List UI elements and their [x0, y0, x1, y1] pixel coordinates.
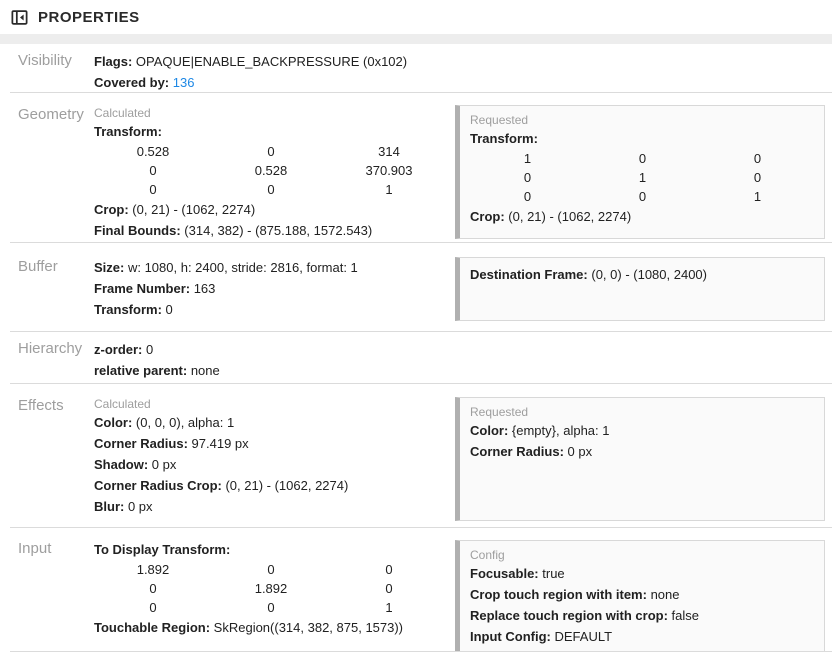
property-value: none	[650, 587, 680, 602]
property-value: (0, 21) - (1062, 2274)	[132, 202, 256, 217]
property-key: Covered by:	[94, 75, 170, 90]
input-config-box	[455, 540, 825, 652]
section-label-geometry: Geometry	[18, 106, 84, 123]
geometry-right	[455, 93, 832, 243]
property-value: OPAQUE|ENABLE_BACKPRESSURE (0x102)	[135, 54, 408, 69]
matrix-cell: 0.528	[254, 163, 288, 178]
property-corner-radius	[470, 441, 814, 462]
effects-calculated	[94, 384, 455, 528]
matrix-cell: 0	[753, 151, 762, 166]
property-key: Color:	[94, 415, 133, 430]
property-key: Color:	[470, 423, 509, 438]
effects-right	[455, 384, 832, 528]
property-value: 0 px	[151, 457, 177, 472]
property-value: none	[190, 363, 220, 378]
input-right	[455, 528, 832, 652]
property-value: SkRegion((314, 382, 875, 1573))	[213, 620, 404, 635]
property-key: Replace touch region with crop:	[470, 608, 668, 623]
matrix-cell: 0	[149, 182, 157, 197]
geometry-requested-box	[455, 105, 825, 239]
property-color	[94, 412, 455, 433]
property-destination-frame	[470, 264, 814, 285]
property-value: (0, 0, 0), alpha: 1	[135, 415, 235, 430]
hierarchy-content	[94, 332, 455, 384]
collapse-panel-icon[interactable]	[10, 8, 29, 27]
property-z-order	[94, 339, 455, 360]
matrix-cell: 1.892	[254, 581, 288, 596]
property-key: z-order:	[94, 342, 143, 357]
property-key: Transform:	[94, 302, 162, 317]
section-hierarchy	[0, 332, 832, 384]
matrix-cell: 0	[385, 562, 393, 577]
matrix-cell: 0	[267, 600, 275, 615]
buffer-content	[94, 243, 455, 332]
input-content	[94, 528, 455, 652]
property-key: Touchable Region:	[94, 620, 211, 635]
property-key: Crop:	[470, 209, 505, 224]
matrix-cell: 314	[378, 144, 400, 159]
group-label-calculated: Calculated	[94, 397, 151, 411]
to-display-transform-label: To Display Transform:	[94, 542, 231, 557]
geometry-calculated	[94, 93, 455, 243]
matrix-cell: 0	[267, 182, 275, 197]
section-label-hierarchy: Hierarchy	[18, 340, 83, 357]
property-key: Destination Frame:	[470, 267, 588, 282]
group-label-requested: Requested	[470, 113, 529, 127]
property-key: Corner Radius:	[94, 436, 188, 451]
visibility-right	[455, 44, 832, 93]
property-focusable	[470, 563, 814, 584]
group-label-requested: Requested	[470, 405, 529, 419]
property-final-bounds	[94, 220, 455, 241]
header-band	[0, 34, 832, 44]
group-label-config: Config	[470, 548, 505, 562]
property-value: (0, 0) - (1080, 2400)	[591, 267, 707, 282]
matrix-cell: 1.892	[136, 562, 170, 577]
property-corner-radius-crop	[94, 475, 455, 496]
property-value: w: 1080, h: 2400, stride: 2816, format: 1	[127, 260, 358, 275]
property-key: Shadow:	[94, 457, 149, 472]
property-key: Size:	[94, 260, 125, 275]
property-value: (314, 382) - (875.188, 1572.543)	[184, 223, 373, 238]
matrix-cell: 1	[385, 600, 393, 615]
transform-label: Transform:	[94, 124, 162, 139]
section-label-input: Input	[18, 540, 52, 557]
transform-matrix	[94, 142, 455, 199]
property-flags	[94, 51, 455, 72]
matrix-cell: 0	[385, 581, 393, 596]
matrix-cell: 0	[149, 581, 157, 596]
buffer-right	[455, 243, 832, 332]
properties-header	[0, 0, 832, 34]
section-label-effects: Effects	[18, 397, 64, 414]
covered-by-link[interactable]: 136	[172, 75, 195, 90]
property-key: Frame Number:	[94, 281, 191, 296]
property-color	[470, 420, 814, 441]
transform-matrix	[94, 560, 455, 617]
property-corner-radius	[94, 433, 455, 454]
matrix-cell: 0	[638, 189, 647, 204]
property-touchable-region	[94, 617, 455, 638]
property-value: DEFAULT	[554, 629, 613, 644]
property-input-config	[470, 626, 814, 647]
effects-requested-box	[455, 397, 825, 521]
matrix-cell: 0	[267, 144, 275, 159]
property-value: 97.419 px	[191, 436, 249, 451]
property-value: false	[671, 608, 700, 623]
property-frame-number	[94, 278, 455, 299]
property-transform	[94, 299, 455, 320]
section-geometry	[0, 93, 832, 243]
visibility-content	[94, 44, 455, 93]
matrix-cell: 370.903	[365, 163, 413, 178]
property-key: Blur:	[94, 499, 125, 514]
transform-label: Transform:	[470, 131, 538, 146]
matrix-cell: 1	[753, 189, 762, 204]
property-shadow	[94, 454, 455, 475]
property-key: Crop:	[94, 202, 129, 217]
property-value: 0	[165, 302, 173, 317]
section-visibility	[0, 44, 832, 93]
property-value: (0, 21) - (1062, 2274)	[225, 478, 349, 493]
matrix-cell: 1	[638, 170, 647, 185]
property-value: true	[542, 566, 565, 581]
property-value: (0, 21) - (1062, 2274)	[508, 209, 632, 224]
matrix-cell: 0	[753, 170, 762, 185]
property-value: {empty}, alpha: 1	[511, 423, 610, 438]
property-key: Corner Radius:	[470, 444, 564, 459]
buffer-requested-box	[455, 257, 825, 321]
property-relative-parent	[94, 360, 455, 381]
property-value: 163	[193, 281, 216, 296]
property-key: relative parent:	[94, 363, 188, 378]
section-label-buffer: Buffer	[18, 258, 58, 275]
property-key: Flags:	[94, 54, 133, 69]
transform-matrix	[470, 149, 814, 206]
matrix-cell: 1	[523, 151, 532, 166]
property-blur	[94, 496, 455, 517]
property-key: Input Config:	[470, 629, 551, 644]
matrix-cell: 0	[149, 163, 157, 178]
property-value: 0	[146, 342, 154, 357]
property-key: Focusable:	[470, 566, 539, 581]
section-effects	[0, 384, 832, 528]
section-input	[0, 528, 832, 652]
matrix-cell: 0.528	[136, 144, 170, 159]
property-key: Final Bounds:	[94, 223, 181, 238]
matrix-cell: 0	[149, 600, 157, 615]
group-label-calculated: Calculated	[94, 106, 151, 120]
property-value: 0 px	[127, 499, 153, 514]
matrix-cell: 0	[638, 151, 647, 166]
matrix-cell: 0	[523, 170, 532, 185]
hierarchy-right	[455, 332, 832, 384]
section-label-visibility: Visibility	[18, 52, 72, 69]
property-covered-by	[94, 72, 455, 93]
property-key: Crop touch region with item:	[470, 587, 647, 602]
property-crop-touch-region	[470, 584, 814, 605]
property-crop	[470, 206, 814, 227]
matrix-cell: 1	[385, 182, 393, 197]
property-crop	[94, 199, 455, 220]
property-value: 0 px	[567, 444, 593, 459]
matrix-cell: 0	[267, 562, 275, 577]
property-key: Corner Radius Crop:	[94, 478, 222, 493]
matrix-cell: 0	[523, 189, 532, 204]
section-buffer	[0, 243, 832, 332]
panel-title: PROPERTIES	[38, 8, 140, 26]
property-size	[94, 257, 455, 278]
property-replace-touch-region	[470, 605, 814, 626]
